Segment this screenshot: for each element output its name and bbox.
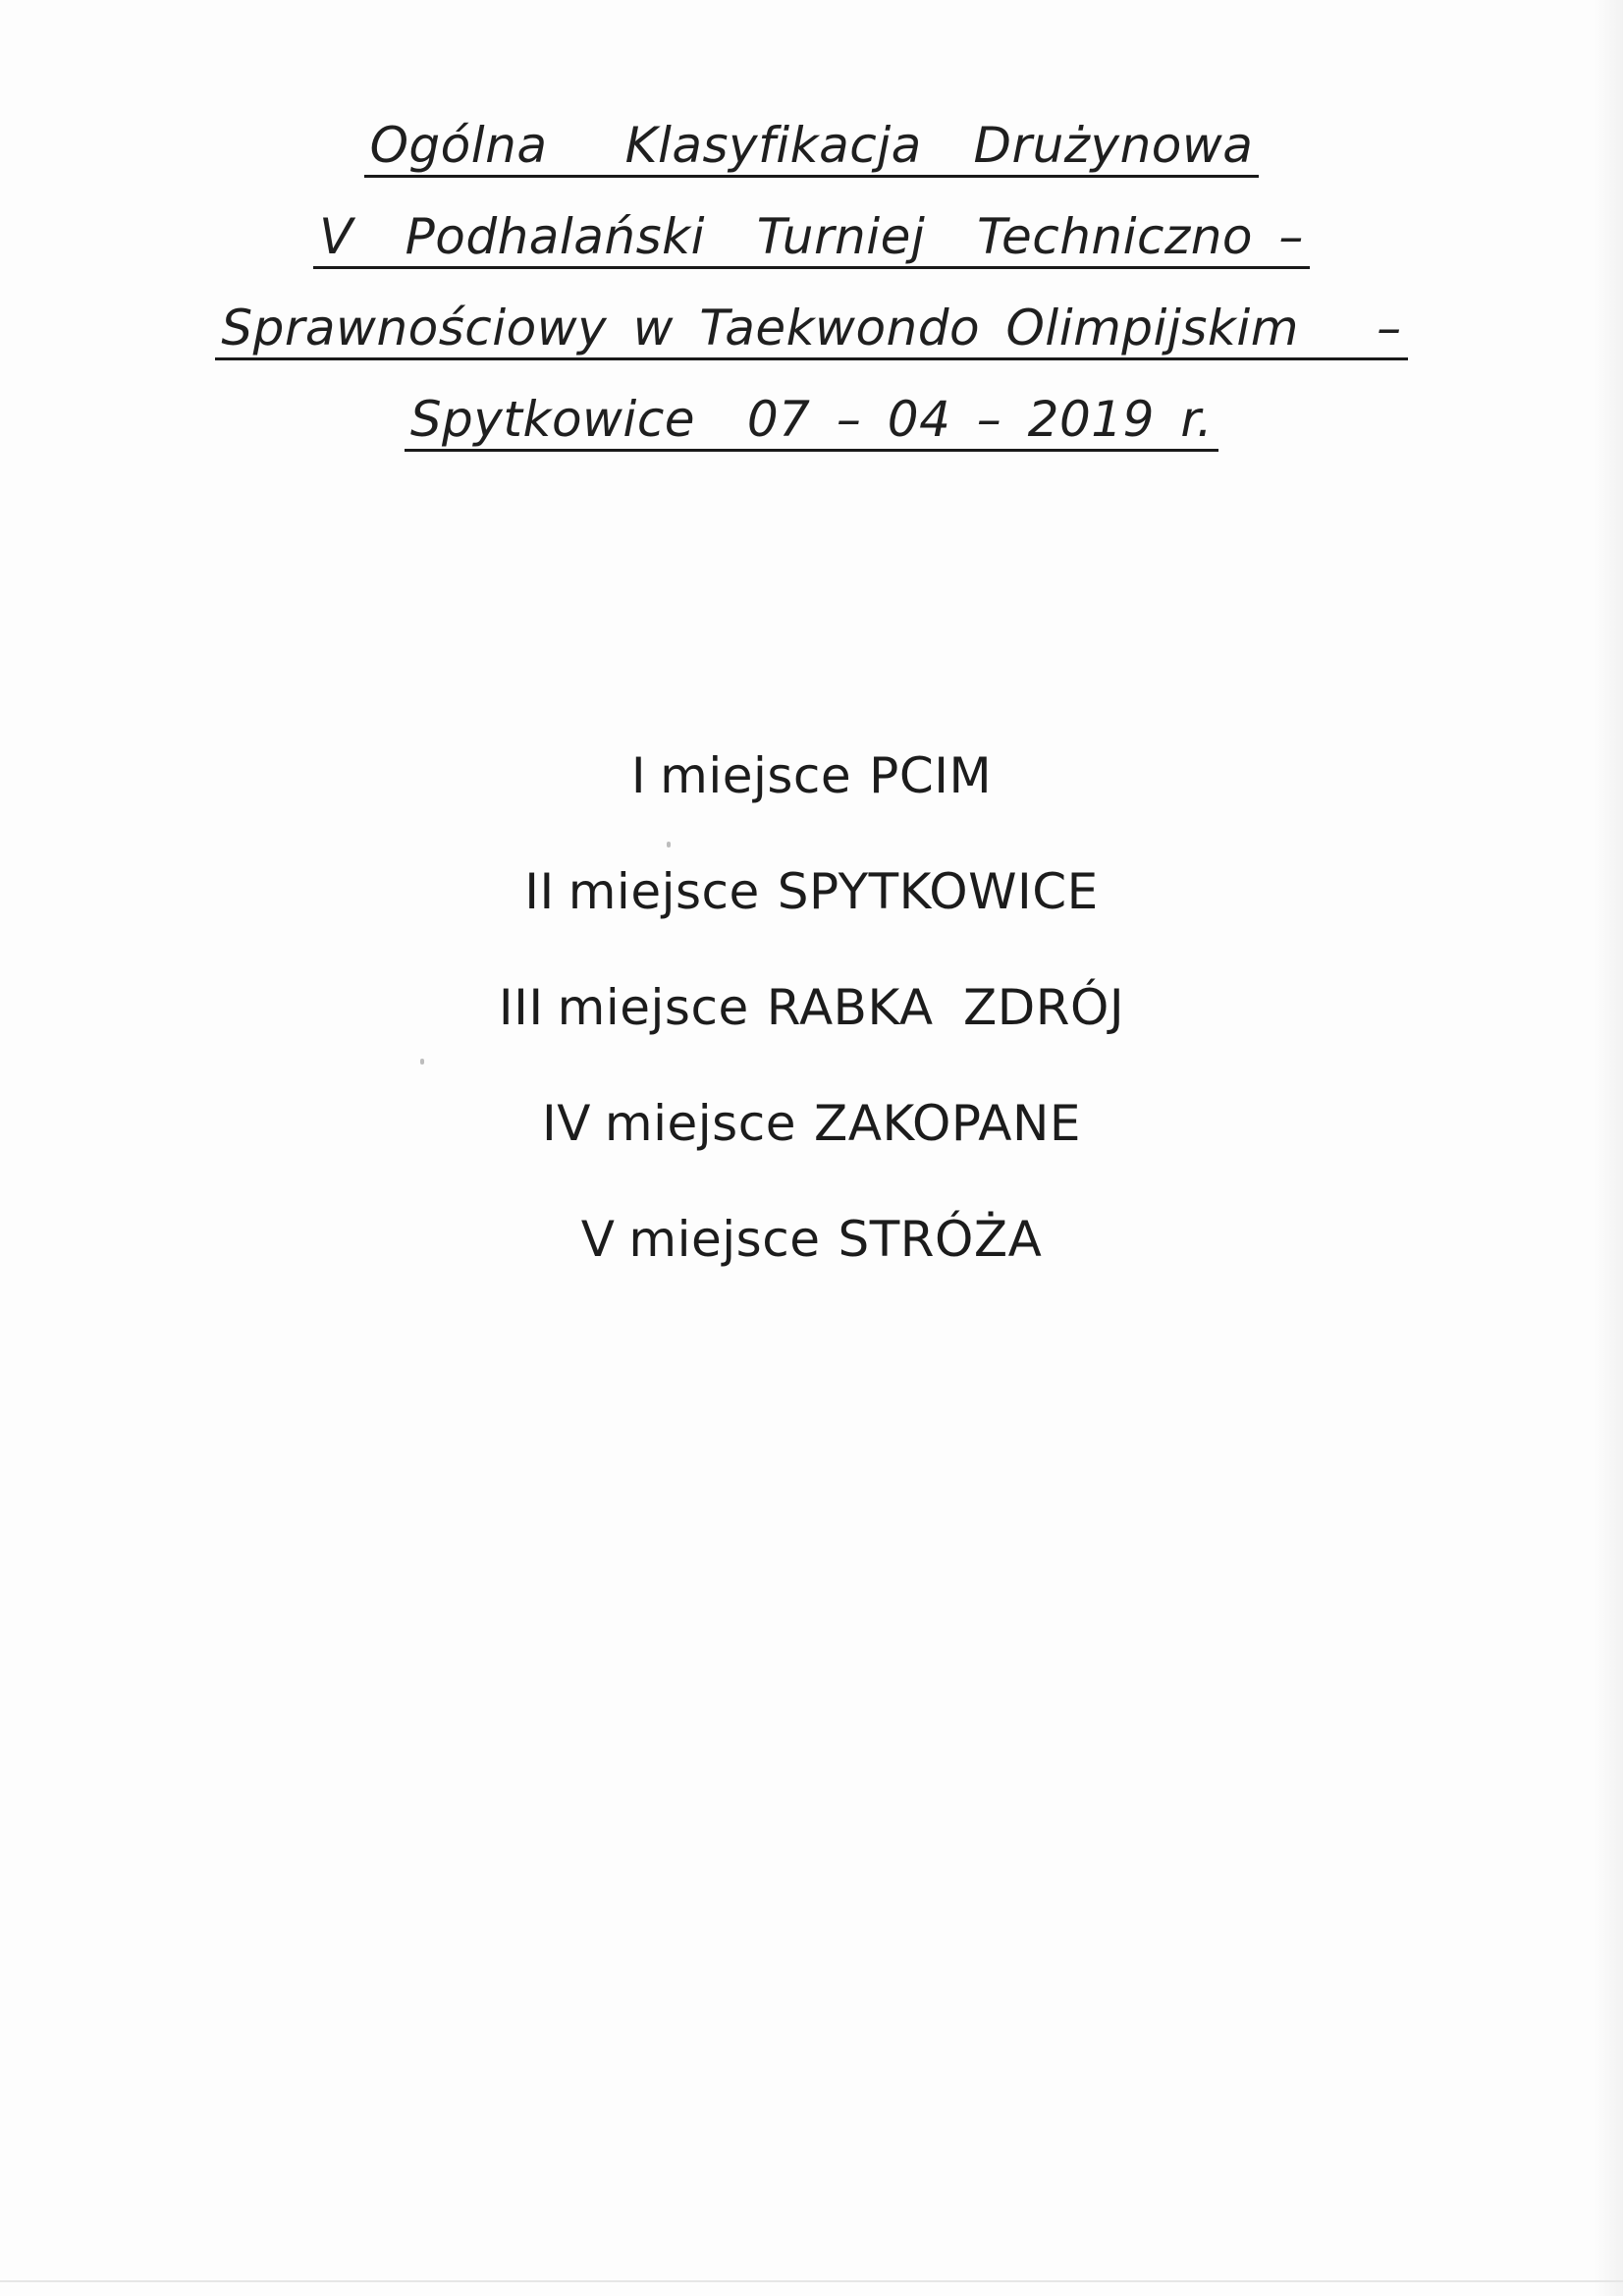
placement-rank: I xyxy=(630,747,647,804)
placement-2 xyxy=(524,862,1099,921)
header-title-line: Ogólna Klasyfikacja Drużynowa xyxy=(364,116,1260,178)
placement-1 xyxy=(631,746,992,805)
placement-rank: V xyxy=(580,1211,616,1268)
header-place-date-line: Spytkowice 07 – 04 – 2019 r. xyxy=(405,390,1218,452)
placement-word: miejsce xyxy=(660,747,852,804)
placement-team: PCIM xyxy=(869,747,993,804)
placements-list xyxy=(0,746,1623,1326)
placement-4 xyxy=(542,1094,1081,1153)
placement-team: STRÓŻA xyxy=(838,1211,1043,1268)
placement-word: miejsce xyxy=(568,863,760,920)
scan-bottom-edge xyxy=(0,2280,1623,2282)
placement-team: RABKA ZDRÓJ xyxy=(766,979,1125,1036)
document-header xyxy=(0,116,1623,481)
placement-rank: IV xyxy=(541,1095,591,1152)
placement-word: miejsce xyxy=(604,1095,796,1152)
placement-rank: II xyxy=(524,863,555,920)
placement-word: miejsce xyxy=(628,1211,821,1268)
placement-word: miejsce xyxy=(557,979,749,1036)
placement-team: ZAKOPANE xyxy=(813,1095,1082,1152)
placement-3 xyxy=(499,978,1124,1037)
placement-rank: III xyxy=(498,979,544,1036)
placement-5 xyxy=(581,1210,1043,1269)
placement-team: SPYTKOWICE xyxy=(777,863,1099,920)
header-event-line: V Podhalański Turniej Techniczno – xyxy=(313,207,1310,269)
header-discipline-line: Sprawnościowy w Taekwondo Olimpijskim – xyxy=(215,299,1407,360)
scan-speck xyxy=(420,1059,424,1065)
scan-speck xyxy=(667,842,671,847)
